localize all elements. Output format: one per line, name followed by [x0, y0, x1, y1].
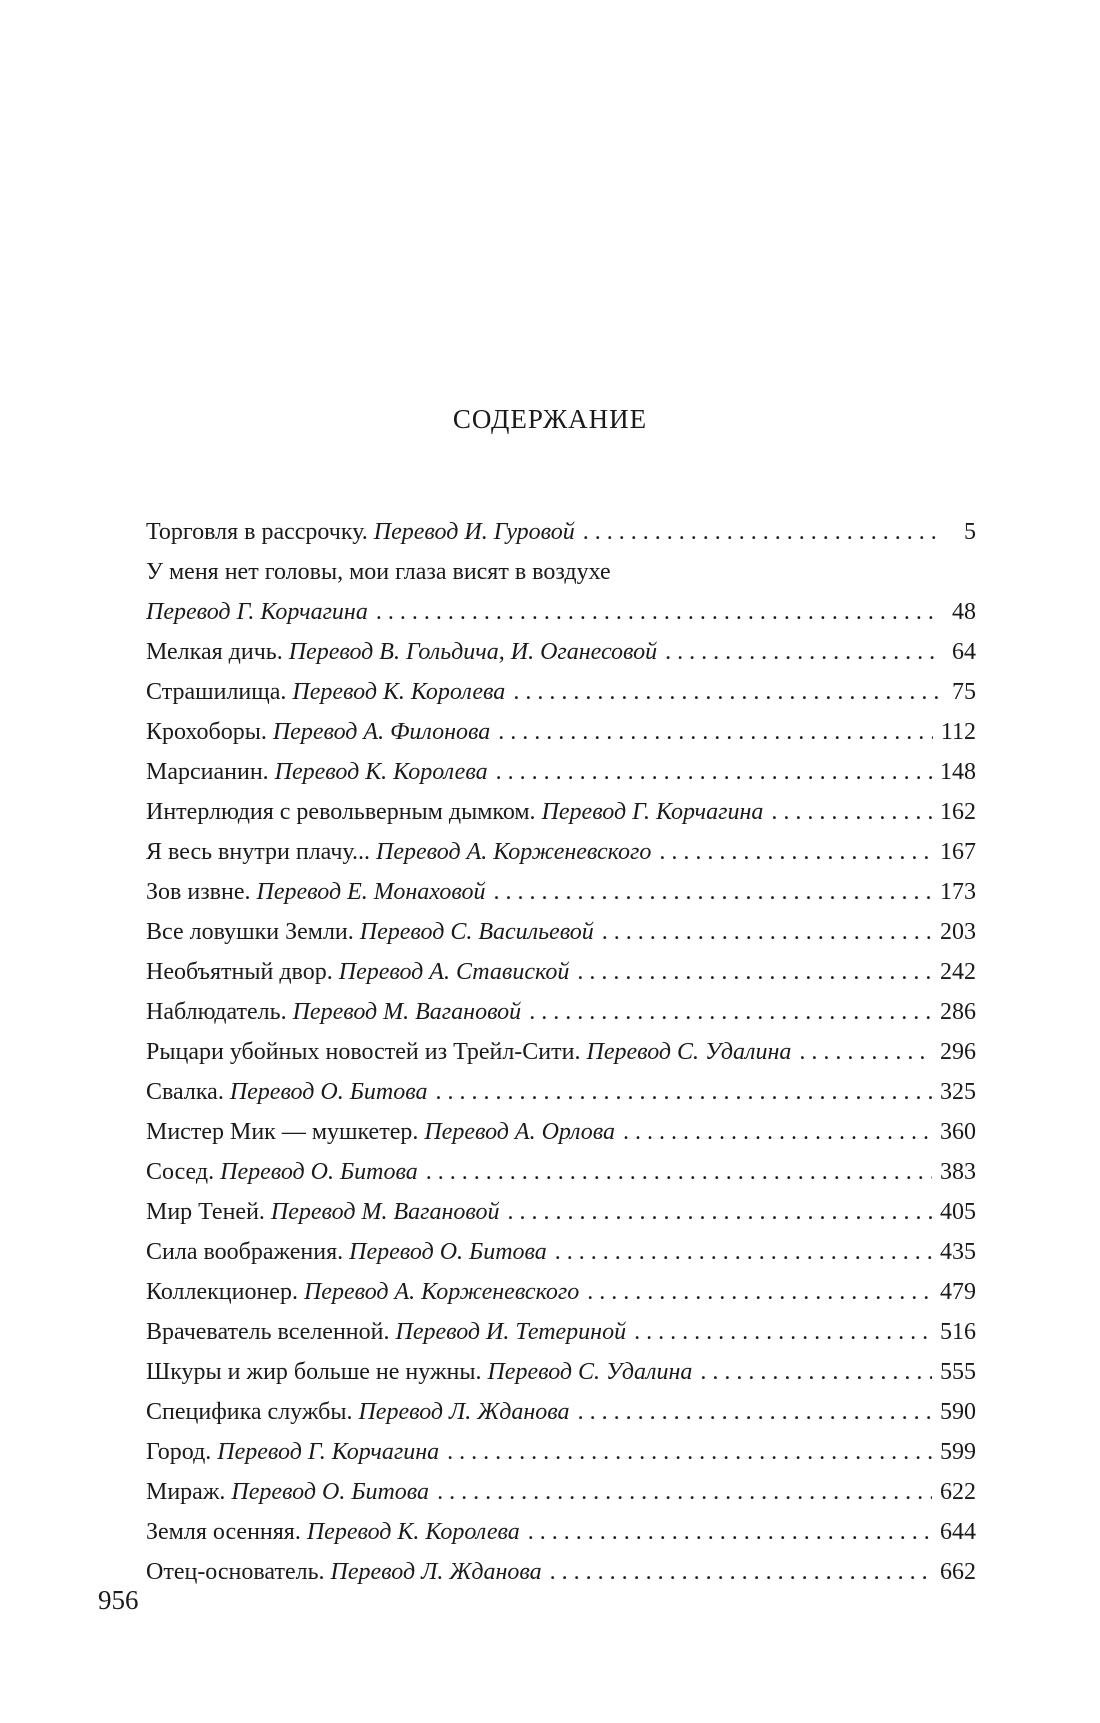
entry-page: 516: [940, 1319, 976, 1345]
entry-translator: Перевод А. Корженевского: [376, 839, 652, 865]
entry-translator: Перевод С. Удалина: [586, 1039, 792, 1065]
entry-translator: Перевод Л. Жданова: [330, 1559, 542, 1585]
toc-entry: [146, 912, 976, 952]
entry-page: 112: [940, 719, 976, 745]
entry-translator: Перевод К. Королева: [306, 1519, 520, 1545]
entry-title: Мистер Мик — мушкетер.: [146, 1119, 419, 1145]
entry-translator: Перевод Л. Жданова: [358, 1399, 570, 1425]
leader-dots: [529, 992, 932, 1032]
entry-page: 64: [952, 639, 976, 665]
entry-title: Отец-основатель.: [146, 1559, 325, 1585]
entry-title: Шкуры и жир больше не нужны.: [146, 1359, 482, 1385]
leader-dots: [700, 1352, 932, 1392]
toc-entry: [146, 1032, 976, 1072]
toc-entry: [146, 1112, 976, 1152]
entry-page: 242: [940, 959, 976, 985]
entry-translator: Перевод О. Битова: [229, 1079, 428, 1105]
entry-title: Торговля в рассрочку.: [146, 519, 368, 545]
toc-entry: [146, 1552, 976, 1592]
entry-page: 162: [940, 799, 976, 825]
leader-dots: [496, 752, 932, 792]
entry-translator: Перевод О. Битова: [349, 1239, 547, 1265]
toc-entry: [146, 832, 976, 872]
entry-translator: Перевод А. Филонова: [272, 719, 491, 745]
entry-title: Свалка.: [146, 1079, 224, 1105]
entry-title: Мираж.: [146, 1479, 226, 1505]
entry-translator: Перевод О. Битова: [231, 1479, 430, 1505]
entry-translator: Перевод М. Вагановой: [270, 1199, 500, 1225]
toc-entry: [146, 1072, 976, 1112]
entry-title: Страшилища.: [146, 679, 287, 705]
entry-page: 405: [940, 1199, 976, 1225]
entry-title: Коллекционер.: [146, 1279, 298, 1305]
toc-entry: [146, 792, 976, 832]
entry-title: Зов извне.: [146, 879, 251, 905]
entry-page: 479: [940, 1279, 976, 1305]
leader-dots: [493, 872, 932, 912]
entry-translator: Перевод С. Васильевой: [359, 919, 594, 945]
entry-title: Специфика службы.: [146, 1399, 353, 1425]
entry-translator: Перевод К. Королева: [292, 679, 506, 705]
leader-dots: [376, 592, 938, 632]
toc-entry: [146, 872, 976, 912]
entry-page: 644: [940, 1519, 976, 1545]
entry-page: 325: [940, 1079, 976, 1105]
toc-entry: [146, 512, 976, 552]
entry-title: Рыцари убойных новостей из Трейл-Сити.: [146, 1039, 581, 1065]
leader-dots: [771, 792, 932, 832]
leader-dots: [513, 672, 938, 712]
leader-dots: [587, 1272, 932, 1312]
toc-entry: [146, 672, 976, 712]
toc-list: [146, 512, 976, 1592]
entry-title: Марсианин.: [146, 759, 269, 785]
entry-title: Крохоборы.: [146, 719, 267, 745]
entry-translator: Перевод М. Вагановой: [292, 999, 522, 1025]
entry-page: 599: [940, 1439, 976, 1465]
entry-translator: Перевод И. Тетериной: [395, 1319, 627, 1345]
entry-page: 167: [940, 839, 976, 865]
entry-translator: Перевод В. Гольдича, И. Оганесовой: [288, 639, 658, 665]
entry-page: 360: [940, 1119, 976, 1145]
entry-title: У меня нет головы, мои глаза висят в воздухе: [146, 559, 611, 585]
entry-page: 662: [940, 1559, 976, 1585]
entry-page: 148: [940, 759, 976, 785]
entry-page: 48: [952, 599, 976, 625]
entry-page: 590: [940, 1399, 976, 1425]
entry-translator: Перевод Г. Корчагина: [146, 599, 368, 625]
toc-entry: [146, 632, 976, 672]
toc-entry: [146, 1432, 976, 1472]
leader-dots: [623, 1112, 932, 1152]
toc-entry: [146, 1512, 976, 1552]
entry-page: 555: [940, 1359, 976, 1385]
toc-entry: [146, 1192, 976, 1232]
leader-dots: [634, 1312, 932, 1352]
toc-entry: [146, 1232, 976, 1272]
entry-title: Мир Теней.: [146, 1199, 265, 1225]
entry-translator: Перевод А. Корженевского: [303, 1279, 580, 1305]
leader-dots: [426, 1152, 932, 1192]
entry-title: Земля осенняя.: [146, 1519, 301, 1545]
leader-dots: [583, 512, 938, 552]
leader-dots: [799, 1032, 932, 1072]
entry-title: Сосед.: [146, 1159, 215, 1185]
entry-title: Я весь внутри плачу...: [146, 839, 371, 865]
entry-page: 5: [964, 519, 976, 545]
leader-dots: [602, 912, 932, 952]
entry-translator: Перевод Е. Монаховой: [256, 879, 486, 905]
entry-page: 622: [940, 1479, 976, 1505]
entry-translator: Перевод О. Битова: [220, 1159, 418, 1185]
entry-title: Мелкая дичь.: [146, 639, 283, 665]
entry-translator: Перевод А. Ставиской: [338, 959, 570, 985]
toc-entry: [146, 992, 976, 1032]
leader-dots: [435, 1072, 932, 1112]
entry-title: Наблюдатель.: [146, 999, 287, 1025]
entry-translator: Перевод С. Удалина: [487, 1359, 693, 1385]
page-number: 956: [98, 1585, 139, 1615]
toc-heading: СОДЕРЖАНИЕ: [452, 404, 648, 434]
leader-dots: [555, 1232, 932, 1272]
entry-translator: Перевод А. Орлова: [424, 1119, 615, 1145]
toc-entry: [146, 1352, 976, 1392]
entry-title: Сила воображения.: [146, 1239, 344, 1265]
toc-entry: [146, 1472, 976, 1512]
toc-entry: [146, 1312, 976, 1352]
entry-title: Интерлюдия с револьверным дымком.: [146, 799, 536, 825]
leader-dots: [447, 1432, 932, 1472]
entry-page: 383: [940, 1159, 976, 1185]
leader-dots: [508, 1192, 932, 1232]
entry-title: Все ловушки Земли.: [146, 919, 354, 945]
leader-dots: [665, 632, 938, 672]
entry-title: Врачеватель вселенной.: [146, 1319, 390, 1345]
toc-entry: [146, 752, 976, 792]
leader-dots: [659, 832, 932, 872]
toc-entry: [146, 1152, 976, 1192]
leader-dots: [578, 1392, 932, 1432]
leader-dots: [528, 1512, 932, 1552]
entry-translator: Перевод Г. Корчагина: [217, 1439, 440, 1465]
entry-translator: Перевод И. Гуровой: [373, 519, 575, 545]
toc-entry: [146, 1272, 976, 1312]
toc-entry: [146, 552, 976, 632]
toc-entry: [146, 1392, 976, 1432]
leader-dots: [498, 712, 933, 752]
entry-page: 296: [940, 1039, 976, 1065]
leader-dots: [550, 1552, 932, 1592]
leader-dots: [437, 1472, 932, 1512]
toc-entry: [146, 712, 976, 752]
entry-translator: Перевод К. Королева: [274, 759, 488, 785]
entry-page: 75: [952, 679, 976, 705]
entry-page: 286: [940, 999, 976, 1025]
entry-translator: Перевод Г. Корчагина: [541, 799, 764, 825]
entry-title: Город.: [146, 1439, 212, 1465]
entry-title: Необъятный двор.: [146, 959, 333, 985]
entry-page: 435: [940, 1239, 976, 1265]
entry-page: 173: [940, 879, 976, 905]
entry-page: 203: [940, 919, 976, 945]
toc-entry: [146, 952, 976, 992]
leader-dots: [577, 952, 932, 992]
